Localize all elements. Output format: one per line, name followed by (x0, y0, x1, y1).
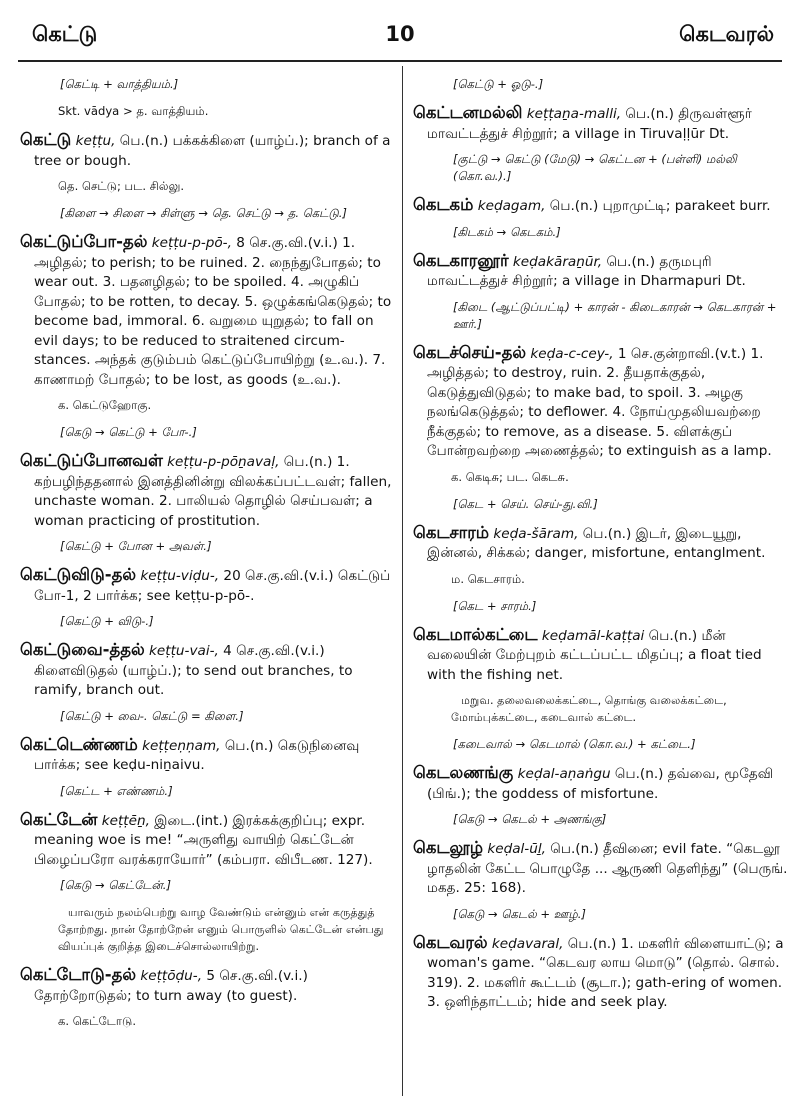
column-divider (402, 66, 403, 1096)
definition-text: பெ.(n.) 1. கற்பழிந்ததனால் இனத்தினின்று விலக்கப்பட்டவள்; fallen, unchaste woman. 2. பாலியல் தொழில் செய்பவள்; a woman practicing of prostitution. (34, 454, 392, 529)
transliteration: keḍakāraṉūr, (512, 253, 603, 270)
headword: கெடகாரனூர் (413, 250, 509, 270)
dictionary-entry (20, 640, 398, 701)
etymology-note: [கிடகம் → கெடகம்.] (453, 224, 561, 239)
dictionary-entry (20, 232, 398, 390)
definition-text: பெ.(n.) தருமபுரி மாவட்டத்துச் சிற்றூர்; a village in Dharmapuri Dt. (427, 253, 746, 289)
page-number: 10 (385, 22, 415, 46)
definition-text: பெ.(n.) மீன் வலையின் மேற்புறம் கட்டப்பட்ட மிதப்பு; a float tied with the fishing net. (427, 627, 762, 683)
headword: கெடலூழ் (413, 838, 483, 857)
etymology-note: [கெட்டு + போன + அவள்.] (60, 539, 212, 553)
headword: கெட்டுவிடு-தல் (20, 565, 137, 584)
headword: கெட்டுவை-த்தல் (20, 640, 145, 659)
definition-text: 20 செ.கு.வி.(v.i.) கெட்டுப் போ-1, 2 பார்க்க; see keṭṭu-p-pō-. (34, 568, 391, 604)
etymology-note: [கெட்டு + விடு-.] (60, 614, 154, 628)
dictionary-entry (413, 523, 791, 564)
etymology-note: [குட்டு → கெட்டு (மேடு) → கெட்டன + (பள்ளி) மல்லி (கொ.வ.).] (453, 152, 737, 183)
definition-text: 4 செ.கு.வி.(v.i.) கிளைவிடுதல் (யாழ்ப்.); to send out branches, to ramify, branch out. (34, 643, 353, 698)
cognate-note: Skt. vādya > த. வாத்தியம். (58, 104, 209, 118)
etymology-note: [கெடு → கெட்டு + போ-.] (60, 425, 197, 439)
dictionary-entry (413, 933, 791, 1013)
dictionary-entry (20, 965, 398, 1006)
headword: கெட்டெண்ணம் (20, 734, 138, 754)
transliteration: keṭṭu-vai-, (149, 643, 219, 659)
headword: கெடமால்கட்டை (413, 624, 538, 644)
etymology-note: [கெட்டி + வாத்தியம்.] (60, 77, 179, 91)
dictionary-entry (413, 625, 791, 686)
transliteration: keḍavaral, (491, 935, 564, 952)
dictionary-entry (20, 810, 398, 871)
definition-text: பெ.(n.) இடர், இடையூறு, இன்னல், சிக்கல்; danger, misfortune, entanglment. (427, 525, 766, 561)
cognate-note: ம. கெடசாரம். (451, 571, 525, 586)
etymology-note: [கிளை → சிளை → சிள்ளு → தெ. செட்டு → த. கெட்டு.] (60, 206, 347, 220)
etymology-note: [கெடு → கெடல் + அணங்கு] (453, 812, 607, 826)
transliteration: keṭṭu-p-pō-, (151, 235, 232, 251)
headword: கெடச்செய்-தல் (413, 342, 527, 362)
headword: கெட்டனமல்லி (413, 103, 523, 122)
transliteration: keḍal-ūḻ, (487, 841, 546, 857)
headword: கெட்டேன் (20, 809, 98, 829)
dictionary-entry (413, 195, 791, 217)
page-header (0, 0, 800, 62)
transliteration: keṭṭu, (75, 133, 116, 149)
headword: கெடசாரம் (413, 522, 490, 542)
etymology-note: [கெட்ட + எண்ணம்.] (60, 783, 173, 798)
transliteration: keṭṭēṉ, (101, 812, 150, 829)
right-column (413, 72, 791, 1020)
dictionary-entry (413, 343, 791, 462)
etymology-note: [கெட + செய். செய்-து.வி.] (453, 496, 598, 511)
dictionary-entry (413, 103, 791, 144)
left-column (20, 72, 398, 1040)
dictionary-entry (413, 838, 791, 899)
transliteration: keḍa-šāram, (493, 525, 579, 542)
etymology-note: [கடைவால் → கெடமால் (கொ.வ.) + கட்டை.] (453, 737, 696, 751)
etymology-note: [கிடை (ஆட்டுப்பட்டி) + காரன் - கிடைகாரன் → கெடகாரன் + ஊர்.] (453, 299, 777, 331)
cognate-note: க. கெடிசு; பட. கெடசு. (451, 469, 569, 484)
definition-text: 5 செ.கு.வி.(v.i.) தோற்றோடுதல்; to turn away (to guest). (34, 968, 308, 1004)
transliteration: keḍamāl-kaṭṭai (541, 627, 645, 644)
transliteration: keṭṭu-p-pōṉavaḷ, (167, 454, 280, 470)
definition-text: இடை.(int.) இரக்கக்குறிப்பு; expr. meaning woe is me! “அருளிது வாயிற் கெட்டேன் பிழைப்பரோ வரக்கராயோர்” (கம்பரா. விபீடண. 127). (34, 812, 373, 868)
running-head-left: கெட்டு (32, 22, 98, 46)
transliteration: keṭṭu-viḍu-, (140, 568, 220, 584)
definition-text: பெ.(n.) 1. மகளிர் விளையாட்டு; a woman's game. “கெடவர லாய மொடு” (தொல். சொல். 319). 2. மகளிர் கூட்டம் (சூடா.); gath-ering of women. 3. ஒளிந்தாட்டம்; hide and seek play. (427, 935, 784, 1010)
etymology-note: [கெடு → கெடல் + ஊழ்.] (453, 906, 586, 921)
usage-note: யாவரும் நலம்பெற்று வாழ வேண்டும் என்னும் என் கருத்துத் தோற்றது. நான் தோற்றேன் எனும் பொருளில் கெட்டேன் என்பது வியப்புக் குறித்த இடைச்சொல்லாயிற்று. (58, 906, 384, 953)
headword: கெட்டு (20, 130, 72, 149)
running-head-right: கெடவரல் (679, 22, 774, 46)
headword: கெட்டுப்போ-தல் (20, 232, 148, 251)
transliteration: keṭṭeṇṇam, (142, 737, 221, 754)
definition-text: 1 செ.குன்றாவி.(v.t.) 1. அழித்தல்; to destroy, ruin. 2. தீயதாக்குதல், கெடுத்துவிடுதல்; to make bad, to spoil. 3. அழகு நலங்கெடுத்தல்; to deflower. 4. நோய்முதலியவற்றை நீக்குதல்; to remove, as a disease. 5. விளக்குப் போன்றவற்றை அணைத்தல்; to extinguish as a lamp. (427, 345, 772, 459)
definition-text: பெ.(n.) புறாமுட்டி; parakeet burr. (545, 198, 771, 214)
etymology-note: [கெட + சாரம்.] (453, 598, 537, 613)
definition-text: 8 செ.கு.வி.(v.i.) 1. அழிதல்; to perish; to be ruined. 2. நைந்துபோதல்; to wear out. 3. பதனழிதல்; to be spoiled. 4. அழுகிப் போதல்; to be rotten, to decay. 5. ஒழுக்கங்கெடுதல்; to become bad, immoral. 6. வறுமை யுறுதல்; to fall on evil days; to be reduced to straitened circum-stances. அந்தக் குடும்பம் கெட்டுப்போயிற்று (உ.வ.). 7. காணாமற் போதல்; to be lost, as goods (உ.வ.). (34, 235, 392, 388)
headword: கெடகம் (413, 195, 474, 214)
header-rule (18, 60, 782, 62)
transliteration: keḍagam, (477, 198, 546, 214)
dictionary-entry (20, 130, 398, 171)
definition-text: பெ.(n.) தீவினை; evil fate. “கெடலூ ழாதலின் கேட்ட பொழுதே ... ஆருணி தெளிந்து” (பெருங். மகத. 25: 168). (427, 841, 788, 896)
headword: கெடலணங்கு (413, 763, 514, 782)
etymology-note: [கெடு → கெட்டேன்.] (60, 878, 171, 892)
etymology-note: [கெட்டு + வை-. கெட்டு = கிளை.] (60, 708, 244, 723)
headword: கெட்டோடு-தல் (20, 965, 137, 984)
definition-text: பெ.(n.) கெடுநினைவு பார்க்க; see keḍu-niṉaivu. (34, 737, 360, 773)
transliteration: keḍal-aṇaṅgu (517, 766, 611, 782)
transliteration: keṭṭōḍu-, (140, 968, 203, 984)
dictionary-entry (413, 763, 791, 804)
headword: கெட்டுப்போனவள் (20, 451, 163, 470)
usage-note: மறுவ. தலைவலைக்கட்டை, தொங்கு வலைக்கட்டை, மோம்புக்கட்டை, கடைவால் கட்டை. (451, 694, 727, 724)
etymology-note: [கெட்டு + ஓடு-.] (453, 77, 544, 91)
headword: கெடவரல் (413, 932, 488, 952)
transliteration: keḍa-c-cey-, (530, 345, 614, 362)
dictionary-entry (413, 251, 791, 292)
definition-text: பெ.(n.) திருவள்ளூர் மாவட்டத்துச் சிற்றூர்; a village in Tiruvaḷḷūr Dt. (427, 106, 752, 142)
definition-text: பெ.(n.) தவ்வை, மூதேவி (பிங்.); the goddess of misfortune. (427, 766, 774, 802)
dictionary-entry (20, 735, 398, 776)
definition-text: பெ.(n.) பக்கக்கிளை (யாழ்ப்.); branch of a tree or bough. (34, 133, 391, 169)
dictionary-entry (20, 451, 398, 531)
cognate-note: தெ. செட்டு; பட. சில்லு. (58, 179, 185, 193)
transliteration: keṭṭaṉa-malli, (526, 106, 622, 122)
cognate-note: க. கெட்டோடு. (58, 1014, 137, 1028)
dictionary-entry (20, 565, 398, 606)
cognate-note: க. கெட்டுஹோகு. (58, 398, 152, 412)
